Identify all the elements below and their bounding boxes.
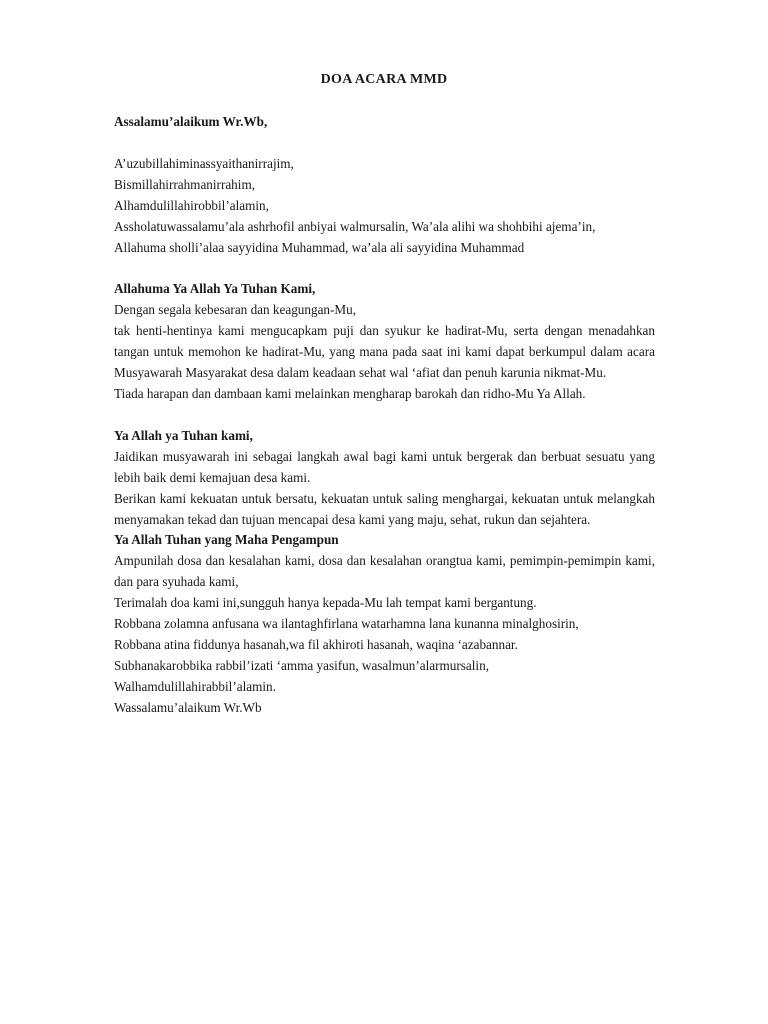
opening-greeting: Assalamu’alaikum Wr.Wb, [114,114,268,129]
section-heading: Ya Allah Tuhan yang Maha Pengampun [114,532,339,548]
text-paragraph: Jaidikan musyawarah ini sebagai langkah awal bagi kami untuk bergerak dan berbuat sesuatu yang lebih baik demi kemajuan desa kami. [114,448,655,485]
text-line: Robbana atina fiddunya hasanah,wa fil akhiroti hasanah, waqina ‘azabannar. [114,636,518,652]
text-line: Subhanakarobbika rabbil’izati ‘amma yasifun, wasalmun’alarmursalin, [114,657,489,673]
text-line: A’uzubillahiminassyaithanirrajim, [114,155,294,171]
spacer [114,133,655,154]
spacer [114,405,655,426]
closing-greeting: Wassalamu’alaikum Wr.Wb [114,699,262,715]
text-line: Robbana zolamna anfusana wa ilantaghfirlana watarhamna lana kunanna minalghosirin, [114,616,579,632]
section-heading: Ya Allah ya Tuhan kami, [114,427,253,443]
text-line: Tiada harapan dan dambaan kami melainkan mengharap barokah dan ridho-Mu Ya Allah. [114,385,586,401]
document-title: DOA ACARA MMD [320,72,448,87]
text-paragraph: Assholatuwassalamu’ala ashrhofil anbiyai walmursalin, Wa’ala alihi wa shohbihi ajema’in, [114,218,596,234]
text-line: Dengan segala kebesaran dan keagungan-Mu, [114,302,357,318]
text-paragraph: tak henti-hentinya kami mengucapkam puji dan syukur ke hadirat-Mu, serta dengan menadahkan tangan untuk memohon ke hadirat-Mu, yang mana pada saat ini kami dapat berkumpul dalam acara Musyawarah Masyarakat desa dalam keadaan sehat wal ‘afiat dan penuh karunia nikmat-Mu. [114,323,655,381]
text-paragraph: Berikan kami kekuatan untuk bersatu, kekuatan untuk saling menghargai, kekuatan untuk melangkah menyamakan tekad dan tujuan mencapai desa kami yang maju, sehat, rukun dan sejahtera. [114,490,655,527]
text-line: Bismillahirrahmanirrahim, [114,176,255,192]
text-paragraph: Ampunilah dosa dan kesalahan kami, dosa dan kesalahan orangtua kami, pemimpin-pemimpin kami, dan para syuhada kami, [114,553,655,590]
text-line: Walhamdulillahirabbil’alamin. [114,678,276,694]
text-line: Terimalah doa kami ini,sungguh hanya kepada-Mu lah tempat kami bergantung. [114,595,537,611]
text-line: Alhamdulillahirobbil’alamin, [114,197,269,213]
text-line: Allahuma sholli’alaa sayyidina Muhammad, wa’ala ali sayyidina Muhammad [114,239,525,255]
section-heading: Allahuma Ya Allah Ya Tuhan Kami, [114,281,316,297]
spacer [114,258,655,279]
document-body [114,112,655,719]
